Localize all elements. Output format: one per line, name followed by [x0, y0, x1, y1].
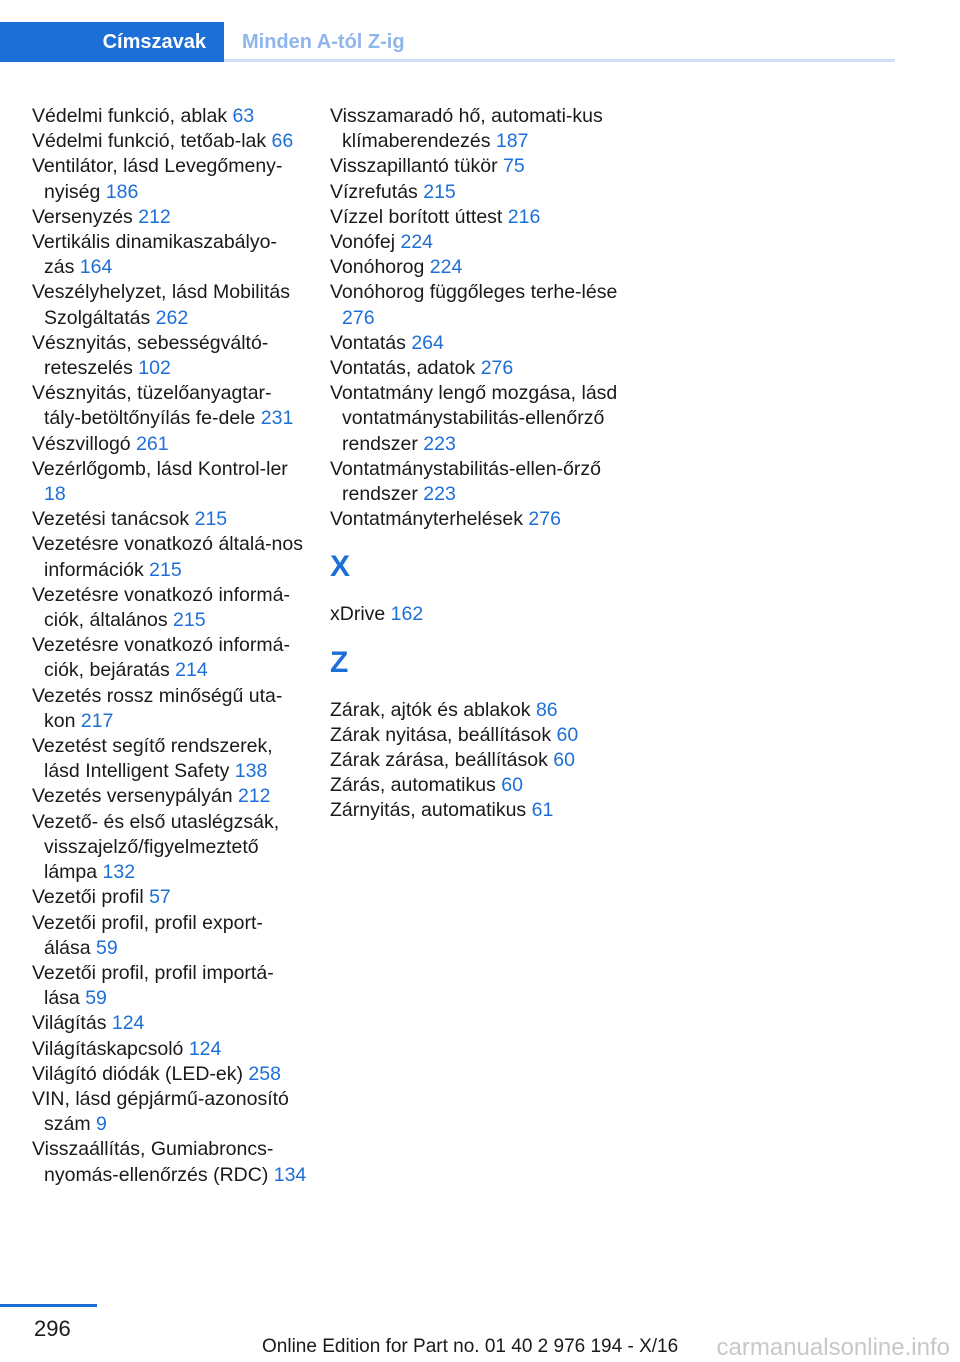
index-entry: [330, 356, 620, 381]
index-entry: [32, 507, 307, 532]
index-entry-text: Vonóhorog függőleges terhe-lése: [330, 281, 618, 304]
tab-cimszavak[interactable]: [0, 22, 224, 62]
index-entry-text: Világítás: [32, 1012, 112, 1035]
index-entry-page-link[interactable]: 223: [423, 432, 456, 455]
index-entry-page-link[interactable]: 264: [411, 331, 444, 354]
index-entry-page-link[interactable]: 224: [400, 231, 434, 254]
index-entry-page-link[interactable]: 86: [535, 698, 558, 721]
index-entry-text: Vontatmánystabilitás-ellen-őrző rendszer: [330, 457, 601, 506]
index-entry-page-link[interactable]: 124: [111, 1012, 145, 1035]
index-entry-page-link[interactable]: 187: [495, 130, 529, 153]
index-entry-text: Vészvillogó: [32, 432, 137, 455]
index-entry-page-link[interactable]: 75: [503, 155, 525, 178]
index-entry-text: Veszélyhelyzet, lásd Mobilitás Szolgáltatás: [32, 281, 290, 329]
header-tabbar: [0, 22, 895, 62]
index-entry: [330, 154, 620, 179]
index-entry-text: Versenyzés: [32, 205, 139, 228]
index-entry: [32, 381, 307, 431]
index-entry-text: Zárak, ajtók és ablakok: [330, 698, 536, 721]
index-entry: [32, 432, 307, 457]
index-entry-text: Visszaállítás, Gumiabroncs-nyomás-ellenőrzés (RDC): [32, 1138, 274, 1186]
index-entry-page-link[interactable]: 9: [96, 1113, 107, 1136]
index-entry: [32, 583, 307, 633]
index-entry-page-link[interactable]: 276: [342, 306, 375, 329]
index-entry-text: Vezetői profil, profil export-álása: [32, 911, 263, 959]
index-entry: [32, 1087, 307, 1137]
index-entry-text: xDrive: [330, 603, 391, 626]
index-entry: [330, 280, 620, 330]
index-entry-page-link[interactable]: 162: [390, 603, 424, 626]
tab-minden-a-z[interactable]: [242, 22, 405, 62]
index-entry-text: Visszamaradó hő, automati-kus klímaberendezés: [330, 105, 603, 153]
index-entry: [32, 633, 307, 683]
index-entry-page-link[interactable]: 217: [80, 709, 114, 732]
index-entry: [32, 154, 307, 204]
index-entry: [32, 961, 307, 1011]
index-entry-page-link[interactable]: 223: [423, 483, 456, 506]
index-entry-page-link[interactable]: 60: [553, 749, 575, 772]
index-entry-text: Zárak nyitása, beállítások: [330, 723, 557, 746]
index-entry-page-link[interactable]: 224: [429, 256, 463, 279]
index-entry-page-link[interactable]: 231: [260, 407, 294, 430]
index-entry-page-link[interactable]: 134: [273, 1163, 307, 1186]
index-entry-page-link[interactable]: 186: [105, 180, 139, 203]
index-entry-text: Zárnyitás, automatikus: [330, 799, 532, 822]
index-entry-text: Vontatmány lengő mozgása, lásd vontatmánystabilitás-ellenőrző rendszer: [330, 382, 618, 455]
section-z-entries: [330, 698, 620, 824]
index-entry-text: VIN, lásd gépjármű-azonosító szám: [32, 1087, 289, 1136]
index-entry: [330, 773, 620, 798]
index-entry-page-link[interactable]: 60: [556, 723, 579, 746]
index-entry-page-link[interactable]: 215: [194, 508, 228, 531]
index-entry: [330, 205, 620, 230]
index-entry-text: Vontatmányterhelések: [330, 508, 529, 531]
index-entry-text: Vésznyitás, sebességváltó-reteszelés: [32, 331, 269, 380]
index-entry-text: Világításkapcsoló: [32, 1037, 189, 1060]
index-entry-text: Visszapillantó tükör: [330, 155, 504, 178]
index-entry-page-link[interactable]: 66: [271, 130, 294, 153]
index-entry: [32, 532, 307, 582]
index-entry: [32, 104, 307, 129]
index-entry: [330, 230, 620, 255]
index-entry-text: Vezetés versenypályán: [32, 785, 238, 808]
index-entry-page-link[interactable]: 57: [149, 886, 171, 909]
index-entry: [330, 798, 620, 823]
index-entry: [32, 129, 307, 154]
index-entry-page-link[interactable]: 60: [501, 774, 523, 797]
index-entry: [330, 698, 620, 723]
section-letter-z: Z: [330, 645, 349, 679]
index-right-entries: [330, 104, 620, 532]
index-entry-text: Vezetői profil: [32, 886, 150, 909]
index-entry-text: Vezérlőgomb, lásd Kontrol-ler: [32, 457, 288, 480]
index-entry-page-link[interactable]: 212: [237, 785, 271, 808]
index-entry: [32, 1011, 307, 1036]
index-entry-text: Vezetésre vonatkozó informá-ciók, általános: [32, 583, 290, 632]
index-entry-text: Vezető- és első utaslégzsák, visszajelző/figyelmeztető lámpa: [32, 810, 280, 884]
index-entry-page-link[interactable]: 102: [138, 357, 171, 380]
index-entry-page-link[interactable]: 216: [507, 205, 541, 228]
index-entry-page-link[interactable]: 215: [423, 180, 456, 203]
index-entry-text: Vezetést segítő rendszerek, lásd Intelligent Safety: [32, 735, 273, 783]
index-entry: [32, 457, 307, 507]
edition-footer: Online Edition for Part no. 01 40 2 976 194 - X/16: [262, 1336, 679, 1357]
index-entry-text: Vertikális dinamikaszabályo-zás: [32, 231, 277, 279]
index-entry: [32, 734, 307, 784]
index-entry-text: Vízzel borított úttest: [330, 205, 508, 228]
index-entry-text: Ventilátor, lásd Levegőmeny-nyiség: [32, 155, 283, 203]
index-entry: [330, 723, 620, 748]
index-entry: [32, 280, 307, 330]
index-entry-page-link[interactable]: 212: [138, 205, 171, 228]
index-entry-page-link[interactable]: 164: [79, 256, 113, 279]
index-entry-page-link[interactable]: 214: [175, 659, 208, 682]
index-entry-page-link[interactable]: 132: [102, 861, 136, 884]
index-entry: [32, 331, 307, 381]
index-entry: [32, 1062, 307, 1087]
index-entry-text: Vezetésre vonatkozó általá-nos információk: [32, 533, 304, 581]
index-entry-text: Vonóhorog: [330, 256, 430, 279]
index-entry-text: Világító diódák (LED-ek): [32, 1062, 249, 1085]
page-number: 296: [34, 1316, 71, 1341]
index-entry-text: Vontatás, adatok: [330, 357, 481, 380]
header-rule: [224, 59, 895, 62]
index-entry: [32, 1137, 307, 1187]
index-column-right: [330, 104, 620, 824]
index-column-left: [32, 104, 307, 1188]
watermark: carmanualsonline.info: [716, 1334, 950, 1361]
index-entry: [330, 602, 620, 627]
index-entry-text: Védelmi funkció, ablak: [32, 105, 233, 127]
index-entry-text: Zárak zárása, beállítások: [330, 749, 554, 772]
index-entry-page-link[interactable]: 261: [136, 432, 169, 455]
index-entry: [32, 784, 307, 809]
index-entry-page-link[interactable]: 59: [96, 936, 118, 959]
index-entry-text: Zárás, automatikus: [330, 774, 502, 797]
index-entry: [330, 507, 620, 532]
index-entry-text: Vezetésre vonatkozó informá-ciók, bejáratás: [32, 634, 290, 682]
index-entry-page-link[interactable]: 215: [173, 609, 206, 632]
index-entry: [32, 230, 307, 280]
tab-cimszavak-label: Címszavak: [102, 30, 206, 53]
index-entry-page-link[interactable]: 215: [149, 558, 182, 581]
index-entry: [32, 885, 307, 910]
index-entry-text: Védelmi funkció, tetőab-lak: [32, 130, 272, 153]
index-entry-page-link[interactable]: 61: [531, 799, 554, 822]
index-entry-page-link[interactable]: 276: [528, 508, 561, 531]
index-entry: [330, 748, 620, 773]
index-entry: [330, 255, 620, 280]
index-entry: [32, 1037, 307, 1062]
index-entry: [330, 457, 620, 507]
index-entry-page-link[interactable]: 18: [44, 483, 66, 506]
index-entry-page-link[interactable]: 276: [480, 357, 514, 380]
index-entry: [32, 810, 307, 886]
index-entry: [330, 381, 620, 457]
section-letter-x: X: [330, 550, 351, 584]
index-entry-page-link[interactable]: 138: [234, 760, 268, 783]
index-entry-text: Vezetői profil, profil importá-lása: [32, 961, 274, 1010]
index-entry-page-link[interactable]: 63: [232, 105, 255, 127]
tab-minden-a-z-label: Minden A-tól Z-ig: [242, 31, 405, 53]
index-entry: [32, 205, 307, 230]
index-entry-page-link[interactable]: 59: [85, 987, 107, 1010]
index-entry: [32, 911, 307, 961]
index-entry-text: Vízrefutás: [330, 180, 424, 203]
index-entry-page-link[interactable]: 258: [248, 1062, 281, 1085]
index-entry-text: Vonófej: [330, 231, 401, 254]
index-entry-text: Vezetés rossz minőségű uta-kon: [32, 684, 283, 732]
index-entry-text: Vésznyitás, tüzelőanyagtar-tály-betöltőnyílás fe-dele: [32, 382, 272, 430]
index-entry-text: Vezetési tanácsok: [32, 508, 195, 531]
index-entry-text: Vontatás: [330, 331, 412, 354]
index-entry-page-link[interactable]: 262: [155, 306, 189, 329]
index-entry-page-link[interactable]: 124: [188, 1037, 222, 1060]
index-entry: [330, 331, 620, 356]
index-entry: [330, 180, 620, 205]
page-number-rule: [0, 1304, 97, 1307]
index-entry: [330, 104, 620, 154]
index-entry: [32, 684, 307, 734]
section-x-entries: [330, 602, 620, 627]
